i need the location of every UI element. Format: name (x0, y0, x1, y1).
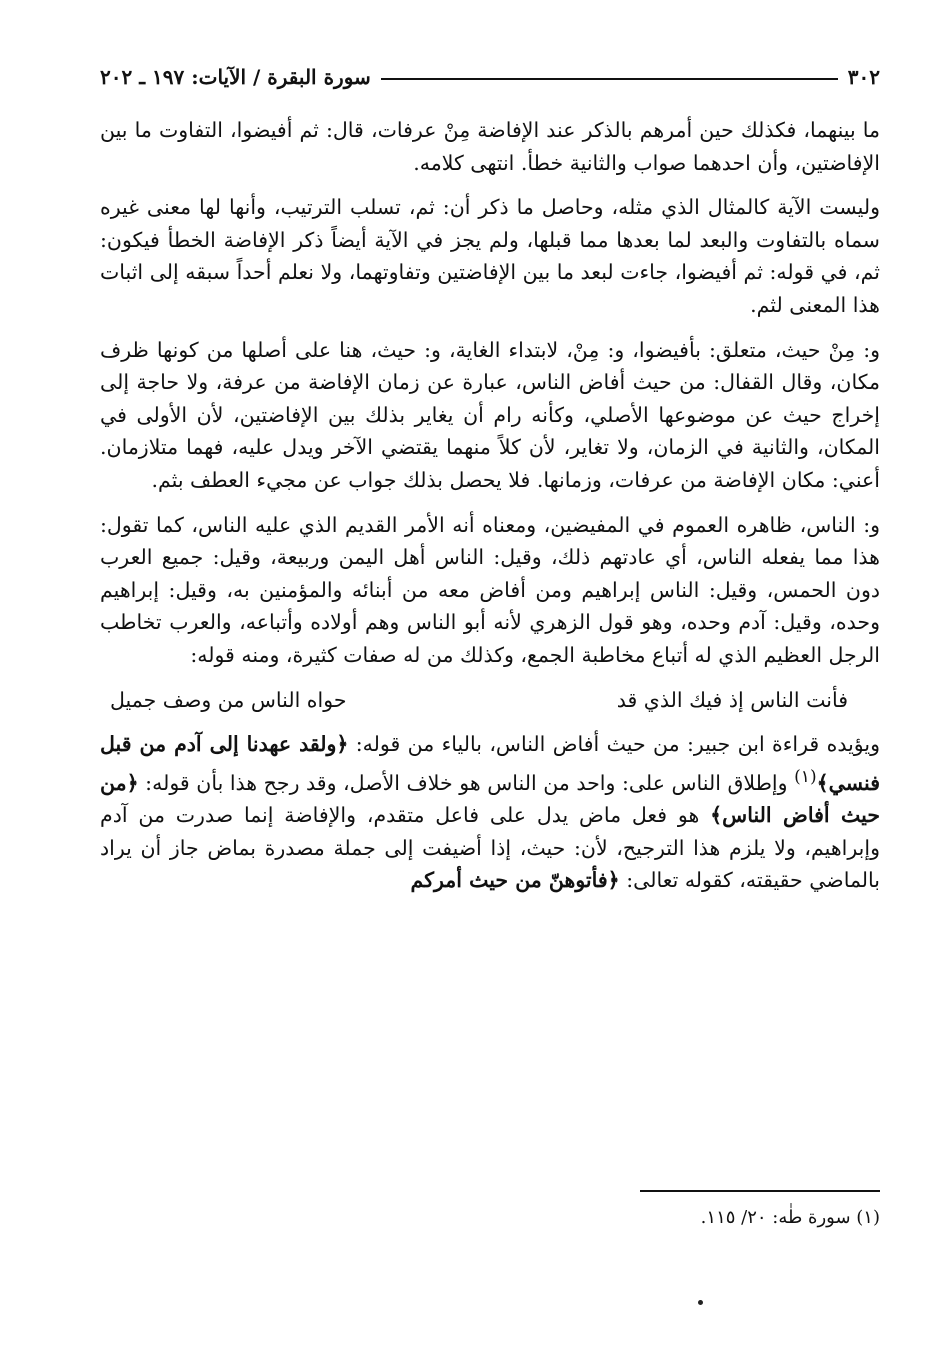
paragraph-5-part-2: وإطلاق الناس على: واحد من الناس هو خلاف الأصل، وقد رجح هذا بأن قوله: (138, 770, 795, 795)
paragraph-5 (100, 728, 880, 897)
body-text (100, 114, 880, 897)
running-header (100, 60, 880, 94)
poetry-verse (100, 684, 880, 717)
quran-quote-2: ﴿من حيث أفاض الناس﴾ (100, 770, 880, 828)
quran-quote-1: ﴿ولقد عهدنا إلى آدم من قبل فنسي﴾ (100, 732, 880, 795)
verse-second-hemistich: حواه الناس من وصف جميل (110, 687, 347, 712)
footnote: (١) سورة طٰه: ٢٠/ ١١٥. (700, 1207, 880, 1228)
footnote-rule (640, 1190, 880, 1192)
header-rule (381, 78, 838, 80)
paragraph-3: و: مِنْ حيث، متعلق: بأفيضوا، و: مِنْ، لابتداء الغاية، و: حيث، هنا على أصلها من كونها ظرف مكان، وقال القفال: من حيث أفاض الناس، عبارة عن زمان الإفاضة من عرفة، ولا حاجة إلى إخراج حيث عن موضوعها الأصلي، وكأنه رام أن يغاير بذلك بين الإفاضتين، لأن الأولى في المكان، والثانية في الزمان، ولا تغاير، لأن كلاً منهما يقتضي الآخر ويدل عليه، فهما متلازمان. أعني: مكان الإفاضة من عرفات، وزمانها. فلا يحصل بذلك جواب عن مجيء العطف بثم. (100, 337, 880, 492)
paragraph-1: ما بينهما، فكذلك حين أمرهم بالذكر عند الإفاضة مِنْ عرفات، قال: ثم أفيضوا، التفاوت ما بين الإفاضتين، وأن احدهما صواب والثانية خطأ. انتهى كلامه. (100, 118, 880, 175)
footnote-ref: (١) (794, 766, 817, 787)
book-page (100, 60, 880, 1310)
quran-quote-3: ﴿فأتوهنّ من حيث أمركم (410, 868, 620, 893)
paragraph-5-part-3: هو فعل ماض يدل على فاعل متقدم، والإفاضة إنما صدرت من آدم وإبراهيم، ولا يلزم هذا الترجيح، لأن: حيث، إذا أضيفت إلى جملة مصدرة بماض جاز أن يراد بالماضي حقيقته، كقوله تعالى: (100, 803, 880, 893)
paragraph-2: وليست الآية كالمثال الذي مثله، وحاصل ما ذكر أن: ثم، تسلب الترتيب، وأنها لها معنى غيره سماه بالتفاوت والبعد لما بعدها مما قبلها، ولم يجز في الآية أيضاً ذكر الإفاضة الخطأ فيكون: ثم، في قوله: ثم أفيضوا، جاءت لبعد ما بين الإفاضتين وتفاوتهما، ولا نعلم أحداً سبقه إلى اثبات هذا المعنى لثم. (100, 195, 880, 317)
page-number: ٣٠٢ (847, 65, 880, 89)
header-title: سورة البقرة / الآيات: ١٩٧ ـ ٢٠٢ (100, 65, 371, 89)
paragraph-4: و: الناس، ظاهره العموم في المفيضين، ومعناه أنه الأمر القديم الذي عليه الناس، كما تقول: هذا مما يفعله الناس، أي عادتهم ذلك، وقيل: الناس أهل اليمن وربيعة، وقيل: جميع العرب دون الحمس، وقيل: الناس إبراهيم ومن أفاض معه من أبنائه والمؤمنين به، وقيل: إبراهيم وحده، وقيل: آدم وحده، وهو قول الزهري لأنه أبو الناس وهم أولاده وأتباعه، والعرب تخاطب الرجل العظيم الذي له أتباع مخاطبة الجمع، وكذلك من له صفات كثيرة، ومنه قوله: (100, 512, 880, 667)
verse-first-hemistich: فأنت الناس إذ فيك الذي قد (616, 687, 848, 712)
paragraph-5-part-1: ويؤيده قراءة ابن جبير: من حيث أفاض الناس، بالياء من قوله: (348, 732, 880, 757)
page-mark (698, 1300, 703, 1305)
